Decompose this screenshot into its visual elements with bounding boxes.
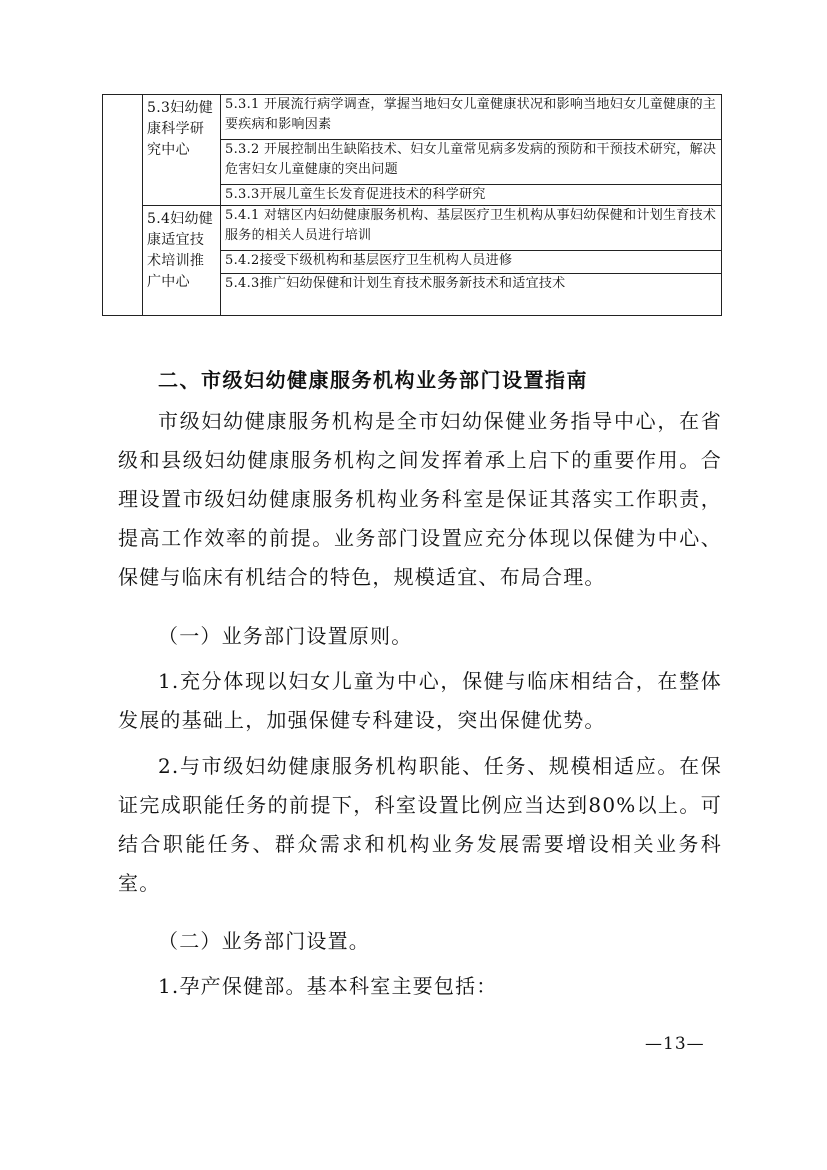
table-item-cell: 5.4.1 对辖区内妇幼健康服务机构、基层医疗卫生机构从事妇幼保健和计划生育技术服务的相关人员进行培训: [221, 206, 722, 251]
principle-paragraph-1: 1.充分体现以妇女儿童为中心，保健与临床相结合，在整体发展的基础上，加强保健专科建设，突出保健优势。: [118, 669, 722, 732]
page-number: —13—: [645, 1034, 705, 1054]
department-paragraph-1: 1.孕产保健部。基本科室主要包括：: [158, 974, 498, 998]
subsection-heading-departments: （二）业务部门设置。: [158, 929, 370, 953]
table-item-cell: 5.4.3推广妇幼保健和计划生育技术服务新技术和适宜技术: [221, 274, 722, 316]
subsection-heading-principles: （一）业务部门设置原则。: [158, 624, 413, 648]
table-row: [103, 206, 722, 251]
table-unit-cell: 5.4妇幼健康适宜技术培训推广中心: [143, 206, 221, 316]
table-unit-cell: 5.3妇幼健康科学研究中心: [143, 95, 221, 206]
table-item-cell: 5.3.1 开展流行病学调查，掌握当地妇女儿童健康状况和影响当地妇女儿童健康的主要疾病和影响因素: [221, 95, 722, 140]
table-item-cell: 5.3.2 开展控制出生缺陷技术、妇女儿童常见病多发病的预防和干预技术研究，解决危害妇女儿童健康的突出问题: [221, 140, 722, 185]
table-blank-cell: [103, 95, 143, 316]
principle-paragraph-2: 2.与市级妇幼健康服务机构职能、任务、规模相适应。在保证完成职能任务的前提下，科室设置比例应当达到80%以上。可结合职能任务、群众需求和机构业务发展需要增设相关业务科室。: [118, 754, 722, 895]
table-item-cell: 5.3.3开展儿童生长发育促进技术的科学研究: [221, 185, 722, 206]
table-row: [103, 95, 722, 140]
table-item-cell: 5.4.2接受下级机构和基层医疗卫生机构人员进修: [221, 251, 722, 274]
section-heading: 二、市级妇幼健康服务机构业务部门设置指南: [158, 368, 588, 392]
responsibility-table: [102, 94, 722, 316]
intro-paragraph: 市级妇幼健康服务机构是全市妇幼保健业务指导中心，在省级和县级妇幼健康服务机构之间发挥着承上启下的重要作用。合理设置市级妇幼健康服务机构业务科室是保证其落实工作职责，提高工作效率的前提。业务部门设置应充分体现以保健为中心、保健与临床有机结合的特色，规模适宜、布局合理。: [118, 409, 722, 589]
